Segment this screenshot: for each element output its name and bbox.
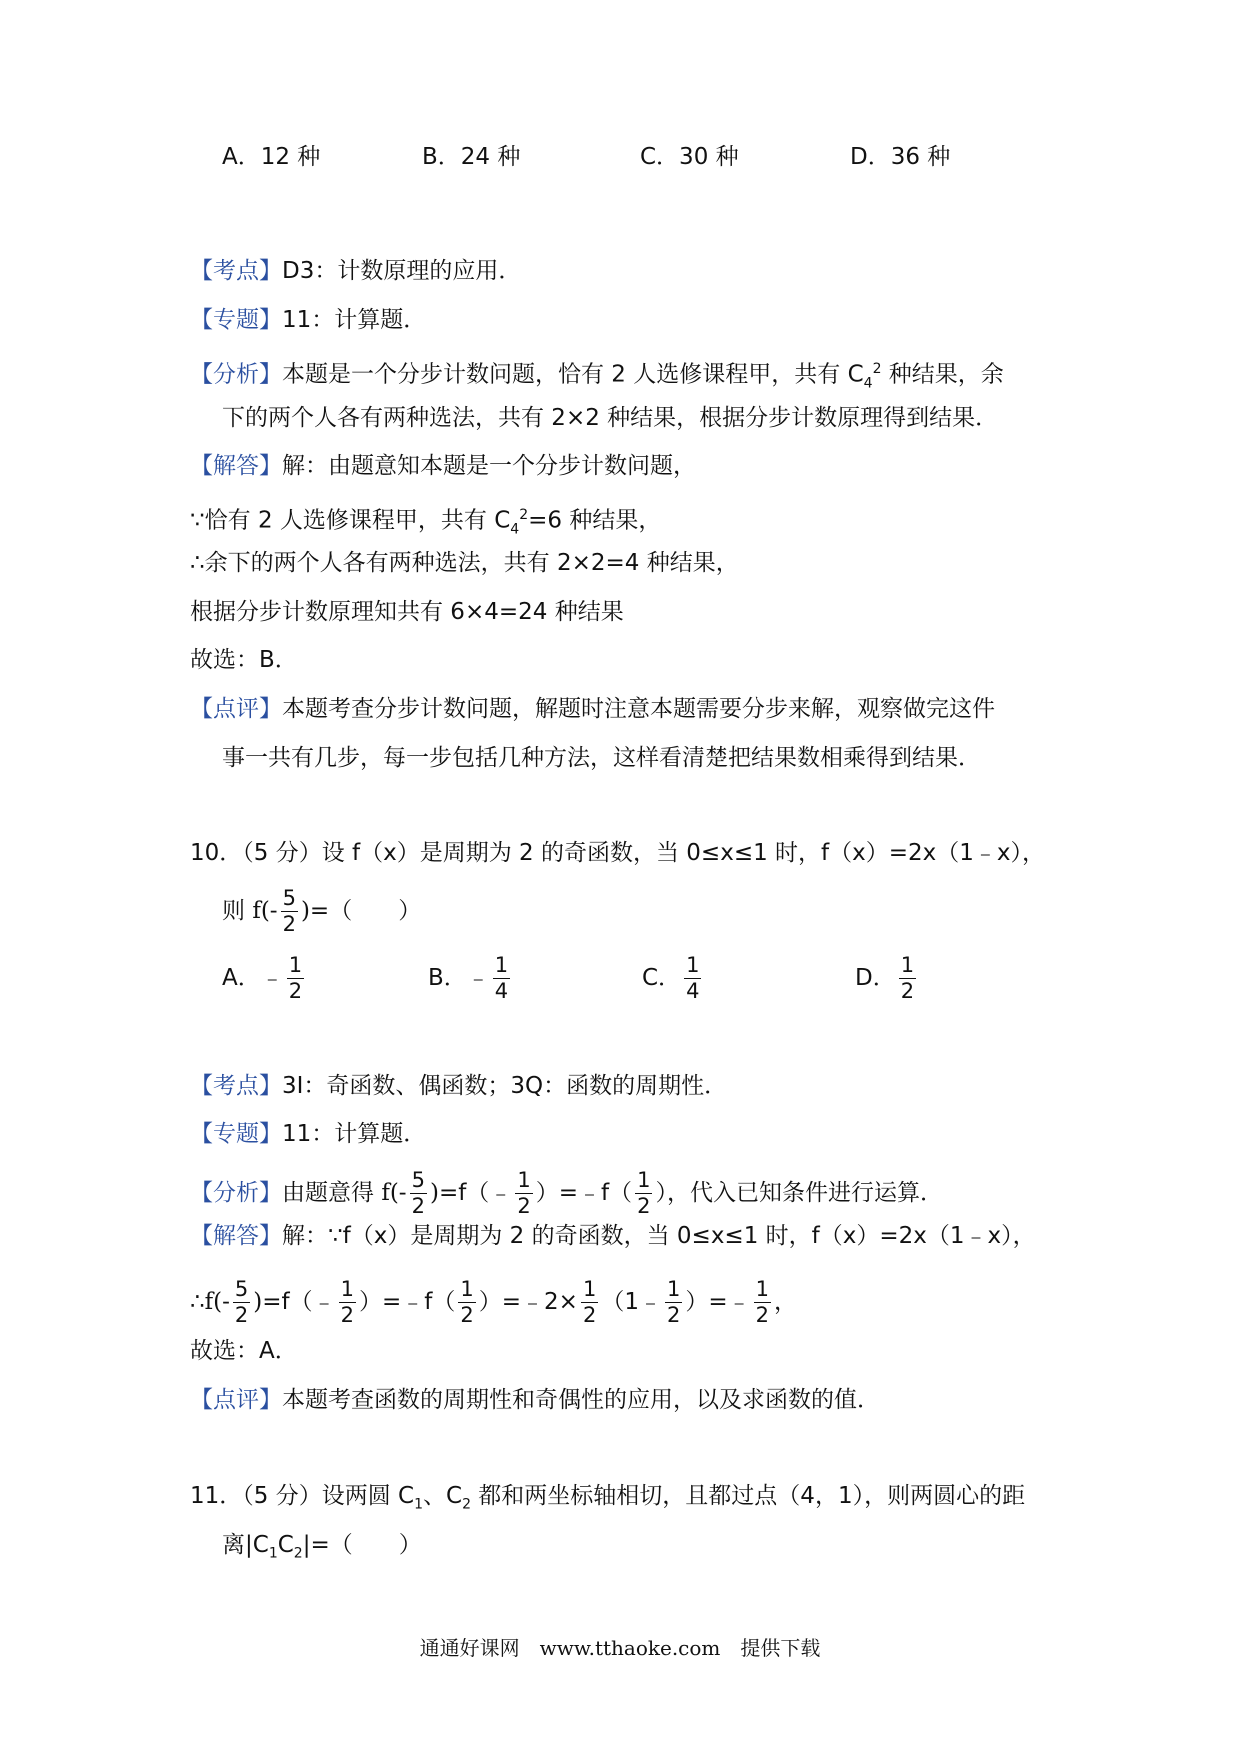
q9-option-b: B．24 种	[422, 144, 521, 170]
q10-option-a: A．﹣ $\frac{1}{2}$	[222, 953, 303, 1003]
page-footer: 通通好课网 www.tthaoke.com 提供下载	[419, 1636, 821, 1660]
q9-jieda-line4: 根据分步计数原理知共有 6×4=24 种结果	[190, 599, 624, 625]
q9-option-c: C．30 种	[640, 144, 739, 170]
q10-fenxi: 【分析】由题意得 f(- $\frac{5}{2}$ )=f（﹣ $\frac{1}{2}$ ）=﹣f（ $\frac{1}{2}$ ），代入已知条件进行运算．	[190, 1168, 943, 1218]
q9-answer: 故选：B．	[190, 647, 298, 673]
fraction-5-2: $\frac{5}{2}$	[282, 886, 296, 936]
q10-stem: 10．（5 分）设 f（x）是周期为 2 的奇函数，当 0≤x≤1 时，f（x）=2x（1﹣x），	[190, 840, 1045, 866]
q9-jieda-line2: ∵恰有 2 人选修课程甲，共有 $C_4^2=6$ 种结果，	[190, 507, 662, 538]
q10-jieda-line2: ∴f(- $\frac{5}{2}$ )=f（﹣ $\frac{1}{2}$ ）=﹣f（ $\frac{1}{2}$ ）=﹣2× $\frac{1}{2}$ （1﹣ $\frac{1}{2}$ ）=﹣ $\frac{1}{2}$ ，	[190, 1277, 797, 1327]
q9-option-d: D．36 种	[850, 144, 951, 170]
q9-jieda-line3: ∴余下的两个人各有两种选法，共有 2×2=4 种结果，	[190, 550, 739, 576]
q9-jieda: 【解答】解：由题意知本题是一个分步计数问题，	[190, 453, 696, 479]
q10-option-d: D． $\frac{1}{2}$	[855, 953, 915, 1003]
q10-option-b: B．﹣ $\frac{1}{4}$	[428, 953, 509, 1003]
q10-option-c: C． $\frac{1}{4}$	[642, 953, 700, 1003]
q10-kaodian: 【考点】3I：奇函数、偶函数；3Q：函数的周期性．	[190, 1073, 728, 1099]
q10-dianping: 【点评】本题考查函数的周期性和奇偶性的应用，以及求函数的值．	[190, 1387, 880, 1413]
q9-fenxi: 【分析】本题是一个分步计数问题，恰有 2 人选修课程甲，共有 $C_4^2$ 种结果，余	[190, 361, 1004, 392]
q10-zhuanti: 【专题】11：计算题．	[190, 1121, 427, 1147]
q10-stem-line2: 则 f(- $\frac{5}{2}$ )=（ ）	[222, 886, 422, 936]
q9-kaodian: 【考点】D3：计数原理的应用．	[190, 258, 522, 284]
q9-zhuanti: 【专题】11：计算题．	[190, 307, 427, 333]
q10-answer: 故选：A．	[190, 1338, 298, 1364]
q9-fenxi-cont: 下的两个人各有两种选法，共有 2×2 种结果，根据分步计数原理得到结果．	[222, 405, 999, 431]
q9-dianping: 【点评】本题考查分步计数问题，解题时注意本题需要分步来解，观察做完这件	[190, 696, 995, 722]
q10-jieda: 【解答】解：∵f（x）是周期为 2 的奇函数，当 0≤x≤1 时，f（x）=2x（1﹣x），	[190, 1223, 1036, 1249]
q9-option-a: A．12 种	[222, 144, 321, 170]
q11-stem: 11．（5 分）设两圆 $C_1$、$C_2$ 都和两坐标轴相切，且都过点（4，1），则两圆心的距	[190, 1483, 1026, 1513]
q11-stem-line2: 离$|C_1C_2|=$（ ）	[222, 1532, 422, 1562]
q9-dianping-cont: 事一共有几步，每一步包括几种方法，这样看清楚把结果数相乘得到结果．	[222, 745, 981, 771]
